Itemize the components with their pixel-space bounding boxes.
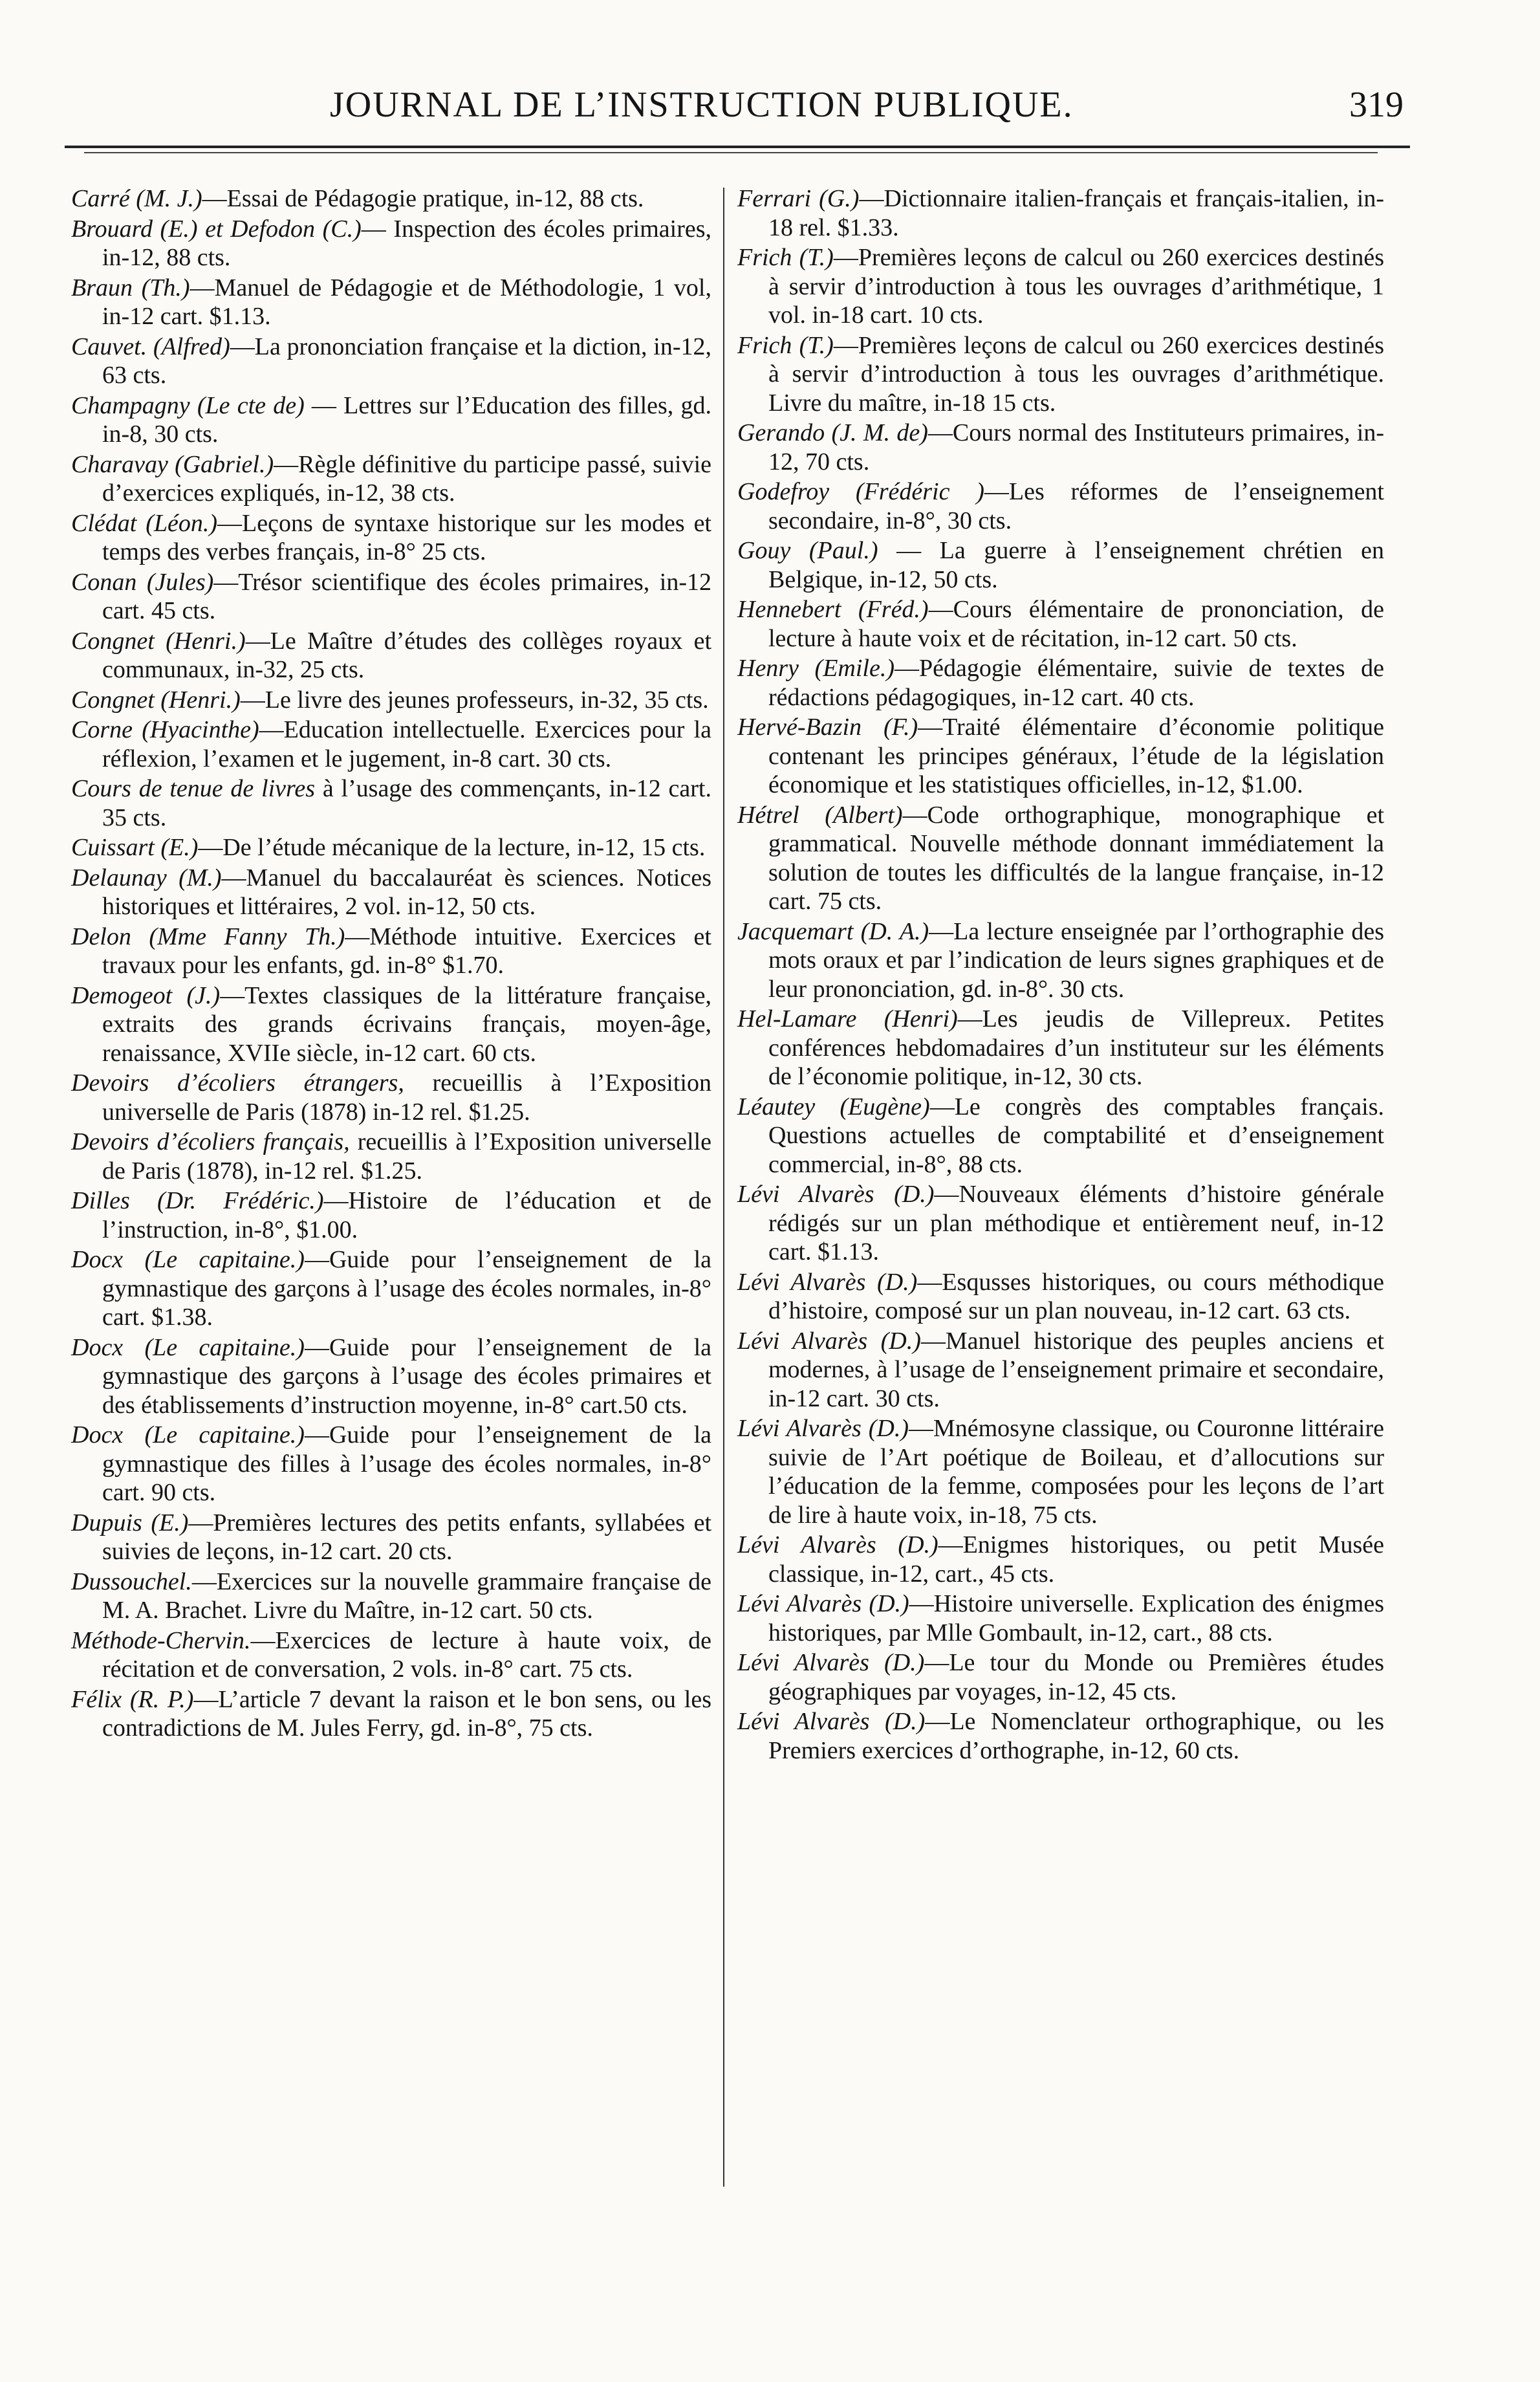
entry-author: Charavay (Gabriel.) <box>71 450 274 478</box>
entry-description: —Premières leçons de calcul ou 260 exercices destinés à servir d’introduction à tous les ouvrages d’arithmétique, 1 vol. in-18 cart. 10 cts. <box>768 244 1385 329</box>
entry-description: —Enigmes historiques, ou petit Musée classique, in-12, cart., 45 cts. <box>768 1531 1384 1588</box>
catalog-entry <box>737 1005 1384 1091</box>
entry-author: Delaunay (M.) <box>71 864 222 891</box>
entry-description: —Education intellectuelle. Exercices pour la réflexion, l’examen et le jugement, in-8 cart. 30 cts. <box>102 716 711 772</box>
catalog-entry <box>737 595 1384 653</box>
entry-description: — La guerre à l’enseignement chrétien en Belgique, in-12, 50 cts. <box>768 537 1384 593</box>
entry-description: —Les réformes de l’enseignement secondaire, in-8°, 30 cts. <box>768 478 1384 534</box>
catalog-entry <box>737 536 1384 594</box>
entry-description: —La prononciation française et la diction, in-12, 63 cts. <box>102 333 711 389</box>
catalog-entry <box>71 215 711 272</box>
entry-description: —De l’étude mécanique de la lecture, in-12, 15 cts. <box>198 834 706 861</box>
entry-description: —Premières leçons de calcul ou 260 exercices destinés à servir d’introduction à tous les ouvrages d’arithmétique. Livre du maître, in-18 15 cts. <box>768 331 1385 417</box>
entry-author: Braun (Th.) <box>71 274 190 301</box>
right-column <box>737 184 1384 1766</box>
catalog-entry <box>71 1333 711 1420</box>
catalog-entry <box>71 450 711 508</box>
catalog-entry <box>71 981 711 1068</box>
entry-description: —Cours élémentaire de prononciation, de lecture à haute voix et de récitation, in-12 cart. 50 cts. <box>768 596 1385 652</box>
entry-author: Docx (Le capitaine.) <box>71 1333 305 1361</box>
entry-author: Frich (T.) <box>737 244 834 271</box>
catalog-entry <box>71 1186 711 1244</box>
entry-author: Dupuis (E.) <box>71 1509 189 1536</box>
entry-author: Dussouchel. <box>71 1568 192 1595</box>
catalog-entry <box>737 1707 1384 1765</box>
entry-description: à l’usage des commençants, in-12 cart. 35 cts. <box>102 775 711 831</box>
catalog-entry <box>71 509 711 567</box>
entry-description: —Exercices sur la nouvelle grammaire française de M. A. Brachet. Livre du Maître, in-12 cart. 50 cts. <box>102 1568 711 1624</box>
entry-author: Ferrari (G.) <box>737 185 860 212</box>
entry-description: —Nouveaux éléments d’histoire générale rédigés sur un plan méthodique et entièrement neuf, in-12 cart. $1.13. <box>768 1181 1384 1265</box>
entry-description: —Textes classiques de la littérature française, extraits des grands écrivains français, moyen-âge, renaissance, XVIIe siècle, in-12 cart. 60 cts. <box>102 981 711 1067</box>
catalog-entry <box>737 1093 1384 1179</box>
catalog-entry <box>737 917 1384 1004</box>
entry-description: —Guide pour l’enseignement de la gymnastique des garçons à l’usage des écoles primaires et des établissements d’instruction moyenne, in-8° cart.50 cts. <box>102 1333 712 1419</box>
catalog-entry <box>737 654 1384 712</box>
entry-author: Lévi Alvarès (D.) <box>737 1531 938 1558</box>
header-rule-thin <box>84 152 1378 153</box>
entry-description: —Cours normal des Instituteurs primaires, in-12, 70 cts. <box>768 419 1384 475</box>
entry-description: —Traité élémentaire d’économie politique contenant les principes généraux, l’étude de la législation économique et les statistiques officielles, in-12, $1.00. <box>768 714 1384 798</box>
entry-author: Dilles (Dr. Frédéric.) <box>71 1187 324 1214</box>
catalog-entry <box>737 243 1384 330</box>
entry-author: Brouard (E.) et Defodon (C.) <box>71 215 362 243</box>
entry-author: Champagny (Le cte de) <box>71 391 305 419</box>
entry-author: Frich (T.) <box>737 331 834 359</box>
catalog-entry <box>737 1327 1384 1414</box>
entry-author: Demogeot (J.) <box>71 981 221 1009</box>
entry-author: Delon (Mme Fanny Th.) <box>71 923 345 950</box>
entry-author: Léautey (Eugène) <box>737 1093 930 1120</box>
entry-author: Lévi Alvarès (D.) <box>737 1181 935 1208</box>
catalog-entry <box>737 1268 1384 1326</box>
entry-description: —Le congrès des comptables français. Questions actuelles de comptabilité et d’enseignement commercial, in-8°, 88 cts. <box>768 1093 1384 1178</box>
catalog-entry <box>71 627 711 684</box>
entry-author: Hennebert (Fréd.) <box>737 596 929 623</box>
catalog-entry <box>71 923 711 980</box>
left-column <box>71 184 711 1744</box>
catalog-entry <box>71 833 711 862</box>
catalog-entry <box>71 716 711 773</box>
catalog-entry <box>737 1414 1384 1529</box>
entry-description: —Mnémosyne classique, ou Couronne littéraire suivie de l’Art poétique de Boileau, et d’allocutions sur l’éducation de la femme, composées pour les leçons de l’art de lire à haute voix, in-18, 75 cts. <box>768 1415 1384 1529</box>
entry-author: Henry (Emile.) <box>737 655 895 682</box>
catalog-entry <box>71 1568 711 1625</box>
column-divider <box>723 188 724 2187</box>
entry-author: Docx (Le capitaine.) <box>71 1421 305 1448</box>
entry-description: —Les jeudis de Villepreux. Petites conférences hebdomadaires d’un instituteur sur les éléments de l’économie politique, in-12, 30 cts. <box>768 1005 1384 1090</box>
entry-author: Lévi Alvarès (D.) <box>737 1590 909 1617</box>
entry-author: Lévi Alvarès (D.) <box>737 1708 926 1735</box>
entry-author: Lévi Alvarès (D.) <box>737 1649 925 1676</box>
entry-author: Hel-Lamare (Henri) <box>737 1005 958 1033</box>
entry-author: Devoirs d’écoliers étrangers, <box>71 1069 404 1097</box>
entry-author: Lévi Alvarès (D.) <box>737 1268 918 1296</box>
entry-description: —Histoire de l’éducation et de l’instruction, in-8°, $1.00. <box>102 1187 711 1243</box>
entry-description: —L’article 7 devant la raison et le bon sens, ou les contradictions de M. Jules Ferry, gd. in-8°, 75 cts. <box>102 1685 711 1742</box>
entry-description: —Le Maître d’études des collèges royaux et communaux, in-32, 25 cts. <box>102 627 712 683</box>
entry-author: Congnet (Henri.) <box>71 686 241 714</box>
entry-description: —Exercices de lecture à haute voix, de récitation et de conversation, 2 vols. in-8° cart. 75 cts. <box>102 1626 711 1683</box>
entry-author: Hervé-Bazin (F.) <box>737 714 918 741</box>
running-title: JOURNAL DE L’INSTRUCTION PUBLIQUE. <box>330 85 1074 125</box>
entry-description: —Premières lectures des petits enfants, syllabées et suivies de leçons, in-12 cart. 20 cts. <box>102 1509 711 1565</box>
catalog-entry <box>737 419 1384 476</box>
entry-description: —Guide pour l’enseignement de la gymnastique des filles à l’usage des écoles normales, in-8° cart. 90 cts. <box>102 1421 712 1506</box>
catalog-entry <box>71 1128 711 1185</box>
entry-description: —Histoire universelle. Explication des énigmes historiques, par Mlle Gombault, in-12, cart., 88 cts. <box>768 1590 1384 1646</box>
entry-author: Hétrel (Albert) <box>737 801 903 829</box>
entry-description: —Essai de Pédagogie pratique, in-12, 88 cts. <box>202 185 644 212</box>
entry-author: Cauvet. (Alfred) <box>71 333 230 360</box>
catalog-entry <box>737 1531 1384 1588</box>
entry-description: —Méthode intuitive. Exercices et travaux pour les enfants, gd. in-8° $1.70. <box>102 923 711 979</box>
entry-description: recueillis à l’Exposition universelle de Paris (1878), in-12 rel. $1.25. <box>102 1128 711 1185</box>
entry-author: Godefroy (Frédéric ) <box>737 478 984 505</box>
entry-description: — Inspection des écoles primaires, in-12, 88 cts. <box>102 215 712 271</box>
entry-description: —Manuel de Pédagogie et de Méthodologie, 1 vol, in-12 cart. $1.13. <box>102 274 711 330</box>
catalog-entry <box>737 1590 1384 1647</box>
page-header <box>155 84 1404 142</box>
catalog-entry <box>71 1069 711 1126</box>
entry-author: Cours de tenue de livres <box>71 775 316 802</box>
entry-description: —Dictionnaire italien-français et français-italien, in-18 rel. $1.33. <box>768 185 1384 241</box>
entry-author: Félix (R. P.) <box>71 1685 194 1713</box>
catalog-entry <box>737 713 1384 800</box>
catalog-entry <box>71 686 711 715</box>
page-number: 319 <box>1349 85 1404 125</box>
entry-author: Gouy (Paul.) <box>737 537 878 564</box>
catalog-entry <box>71 333 711 390</box>
entry-author: Gerando (J. M. de) <box>737 419 928 446</box>
catalog-entry <box>71 391 711 449</box>
catalog-entry <box>737 1648 1384 1706</box>
catalog-entry <box>737 184 1384 242</box>
catalog-entry <box>71 274 711 331</box>
entry-description: recueillis à l’Exposition universelle de Paris (1878) in-12 rel. $1.25. <box>102 1069 711 1126</box>
entry-author: Carré (M. J.) <box>71 185 202 212</box>
entry-author: Congnet (Henri.) <box>71 627 246 655</box>
entry-description: —Esqusses historiques, ou cours méthodique d’histoire, composé sur un plan nouveau, in-12 cart. 63 cts. <box>768 1268 1384 1324</box>
catalog-entry <box>737 801 1384 916</box>
entry-description: —Règle définitive du participe passé, suivie d’exercices expliqués, in-12, 38 cts. <box>102 450 712 507</box>
entry-description: — Lettres sur l’Education des filles, gd. in-8, 30 cts. <box>102 391 711 448</box>
entry-description: —Manuel du baccalauréat ès sciences. Notices historiques et littéraires, 2 vol. in-12, 50 cts. <box>102 864 711 920</box>
entry-author: Docx (Le capitaine.) <box>71 1246 305 1273</box>
catalog-entry <box>737 477 1384 535</box>
entry-author: Cuissart (E.) <box>71 834 199 861</box>
catalog-entry <box>737 331 1384 418</box>
entry-description: —Le tour du Monde ou Premières études géographiques par voyages, in-12, 45 cts. <box>768 1649 1384 1705</box>
catalog-entry <box>71 864 711 921</box>
entry-description: —Manuel historique des peuples anciens et modernes, à l’usage de l’enseignement primaire et secondaire, in-12 cart. 30 cts. <box>768 1327 1384 1412</box>
entry-author: Jacquemart (D. A.) <box>737 917 929 945</box>
catalog-entry <box>71 1509 711 1566</box>
entry-author: Corne (Hyacinthe) <box>71 716 259 743</box>
header-rule <box>65 146 1410 148</box>
entry-description: —Leçons de syntaxe historique sur les modes et temps des verbes français, in-8° 25 cts. <box>102 509 711 565</box>
catalog-entry <box>71 1421 711 1507</box>
entry-description: —Code orthographique, monographique et grammatical. Nouvelle méthode donnant immédiatement la solution de toutes les difficultés de la langue française, in-12 cart. 75 cts. <box>768 801 1385 915</box>
entry-description: —Le Nomenclateur orthographique, ou les Premiers exercices d’orthographe, in-12, 60 cts. <box>768 1708 1384 1764</box>
catalog-entry <box>71 1245 711 1332</box>
entry-author: Devoirs d’écoliers français, <box>71 1128 350 1155</box>
catalog-entry <box>737 1180 1384 1267</box>
entry-description: —La lecture enseignée par l’orthographie des mots oraux et par l’indication de leurs signes graphiques et de leur prononciation, gd. in-8°. 30 cts. <box>768 917 1384 1003</box>
catalog-entry <box>71 184 711 213</box>
entry-description: —Guide pour l’enseignement de la gymnastique des garçons à l’usage des écoles normales, in-8° cart. $1.38. <box>102 1246 712 1331</box>
entry-description: —Pédagogie élémentaire, suivie de textes de rédactions pédagogiques, in-12 cart. 40 cts. <box>768 655 1384 711</box>
catalog-entry <box>71 1626 711 1684</box>
catalog-entry <box>71 568 711 626</box>
catalog-entry <box>71 1685 711 1743</box>
entry-author: Méthode-Chervin. <box>71 1626 251 1654</box>
entry-description: —Trésor scientifique des écoles primaires, in-12 cart. 45 cts. <box>102 568 711 624</box>
entry-author: Lévi Alvarès (D.) <box>737 1327 921 1355</box>
catalog-entry <box>71 774 711 832</box>
entry-author: Clédat (Léon.) <box>71 509 217 537</box>
entry-author: Conan (Jules) <box>71 568 214 596</box>
entry-author: Lévi Alvarès (D.) <box>737 1415 909 1442</box>
entry-description: —Le livre des jeunes professeurs, in-32, 35 cts. <box>240 686 709 714</box>
